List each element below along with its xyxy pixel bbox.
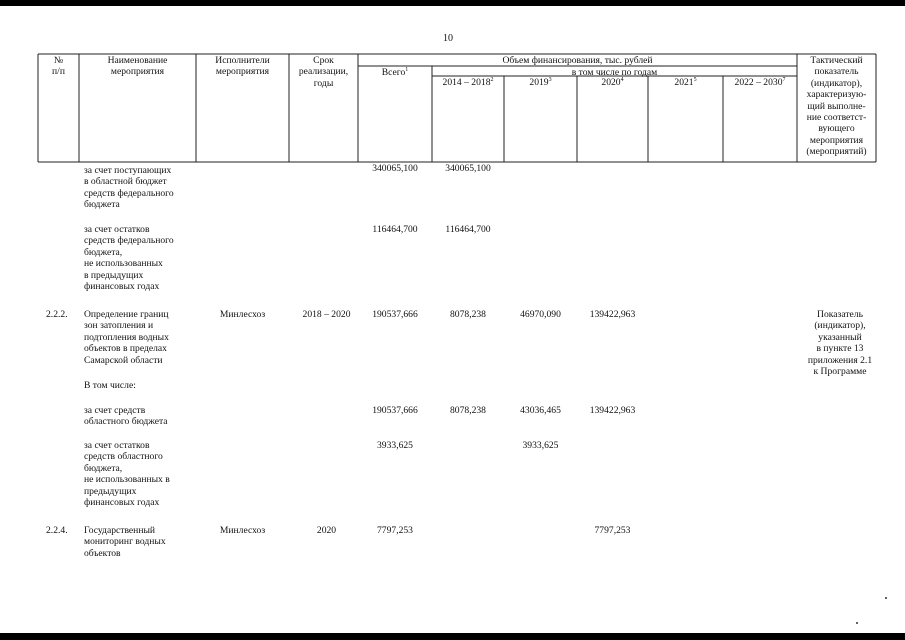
row-term: 2018 – 2020	[302, 309, 351, 320]
row-total: 116464,700	[372, 224, 418, 235]
row-executor: Минлесхоз	[219, 525, 266, 536]
row-2019: 3933,625	[522, 440, 559, 451]
row-number: 2.2.2.	[46, 309, 68, 320]
header-year-2022-2030: 2022 – 2030$^7$	[734, 76, 786, 88]
row-name: за счет поступающих в областной бюджет средств федерального бюджета	[84, 165, 174, 211]
row-total: 190537,666	[372, 309, 418, 320]
header-col-indicator: Тактический показатель (индикатор), характеризую- щий выполне- ние соответст- вующего мероприятия (мероприятий)	[806, 55, 867, 158]
row-2014-2018: 116464,700	[445, 224, 491, 235]
row-total: 340065,100	[372, 163, 418, 174]
header-col-name: Наименование мероприятия	[107, 55, 168, 78]
row-2020: 139422,963	[589, 309, 636, 320]
row-name: Государственный мониторинг водных объектов	[84, 525, 166, 559]
row-total: 7797,253	[377, 525, 413, 536]
header-col-term: Срок реализации, годы	[298, 55, 349, 89]
row-name: Определение границ зон затопления и подтопления водных объектов в пределах Самарской области	[84, 309, 169, 366]
row-number: 2.2.4.	[46, 525, 68, 536]
row-2014-2018: 8078,238	[450, 405, 486, 416]
row-name: за счет остатков средств областного бюджета, не использованных в предыдущих финансовых годах	[84, 440, 170, 509]
row-name: за счет остатков средств федерального бюджета, не использованных в предыдущих финансовых годах	[84, 224, 174, 293]
row-executor: Минлесхоз	[219, 309, 266, 320]
page-number: 10	[443, 33, 453, 44]
row-name-extra: В том числе:	[84, 380, 136, 391]
row-term: 2020	[316, 525, 337, 536]
row-name: за счет средств областного бюджета	[84, 405, 168, 428]
header-year-2019: 2019$^3$	[529, 76, 552, 88]
scan-speck	[885, 597, 887, 599]
row-total: 3933,625	[377, 440, 413, 451]
header-col-executors: Исполнители мероприятия	[215, 55, 270, 78]
header-year-2021: 2021$^5$	[674, 76, 697, 88]
row-2020: 139422,963	[589, 405, 636, 416]
header-total: Всего$^1$	[381, 66, 409, 78]
header-by-years: в том числе по годам	[571, 67, 658, 78]
row-2020: 7797,253	[594, 525, 631, 536]
row-2014-2018: 8078,238	[450, 309, 486, 320]
row-total: 190537,666	[372, 405, 418, 416]
header-funding-title: Объем финансирования, тыс. рублей	[502, 55, 653, 66]
row-indicator: Показатель (индикатор), указанный в пункте 13 приложения 2.1 к Программе	[807, 309, 873, 378]
row-2019: 46970,090	[520, 309, 561, 320]
row-2014-2018: 340065,100	[445, 163, 491, 174]
header-year-2014-2018: 2014 – 2018$^2$	[442, 76, 494, 88]
header-col-number: № п/п	[52, 55, 65, 78]
row-2019: 43036,465	[520, 405, 561, 416]
header-year-2020: 2020$^4$	[601, 76, 624, 88]
scan-speck	[856, 622, 858, 624]
